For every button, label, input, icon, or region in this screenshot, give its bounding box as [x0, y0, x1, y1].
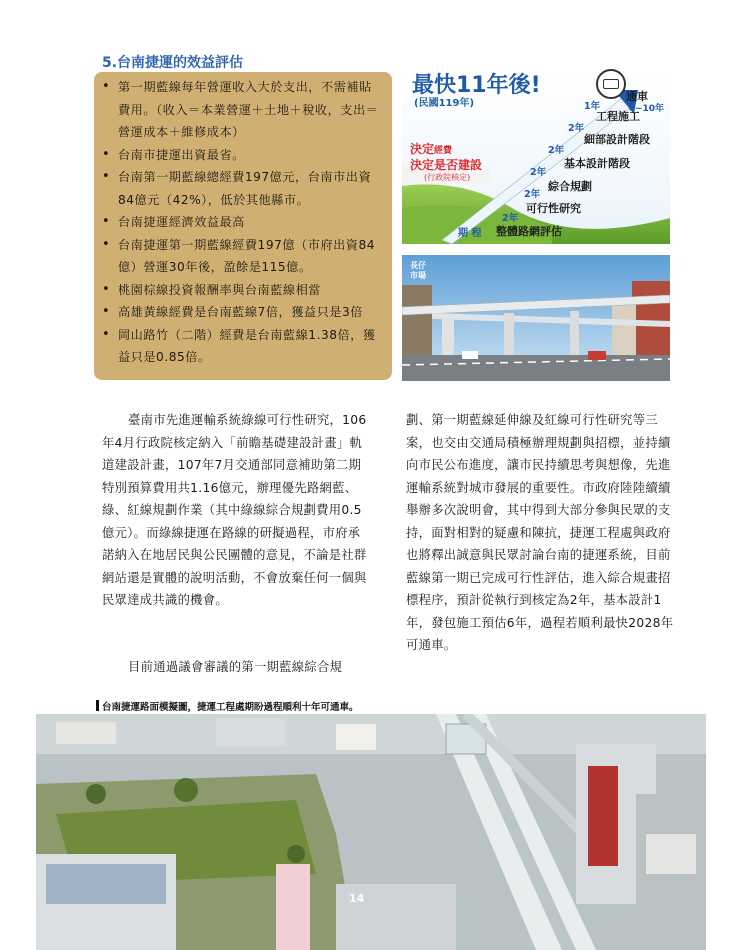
stage-label: 細部設計階段 — [584, 133, 650, 146]
decide-budget-label: 決定經費 — [410, 142, 453, 156]
timeline-infographic — [402, 68, 670, 244]
arrival-label: 通車 — [626, 90, 648, 103]
stage-label: 工程施工 — [596, 110, 640, 123]
executive-yuan-note: (行政院核定) — [424, 173, 471, 182]
benefit-item: • 台南第一期藍線總經費197億元，台南市出資84億元（42%），低於其他縣市。 — [100, 166, 384, 211]
page-number: 14 — [349, 892, 365, 905]
stage-duration: 2年 — [530, 167, 547, 178]
decide-build-label: 決定是否建設 — [410, 158, 483, 172]
article-left-column — [102, 409, 372, 612]
benefit-item: • 高雄黃線經費是台南藍線7倍，獲益只是3倍 — [100, 301, 384, 324]
arrival-duration: 6~10年 — [628, 104, 664, 114]
benefits-box — [94, 72, 392, 380]
stage-duration: 1年 — [584, 101, 601, 112]
stage-label: 綜合規劃 — [548, 180, 592, 193]
stage-duration: 2年 — [568, 123, 585, 134]
article-left-column-end — [102, 656, 372, 679]
timeline-headline: 最快11年後! — [412, 73, 541, 98]
article-right-column — [406, 409, 676, 657]
benefits-list — [100, 76, 384, 369]
benefit-item: • 第一期藍線每年營運收入大於支出，不需補貼費用。（收入＝本業營運＋土地＋稅收，支出＝營運成本＋維修成本） — [100, 76, 384, 144]
aerial-rendering — [36, 714, 706, 950]
article-paragraph: 劃、第一期藍線延伸線及紅線可行性研究等三案，也交由交通局積極辦理規劃與招標，並持續向市民公布進度，讓市民持續思考與想像，先進運輸系統對城市發展的重要性。市政府陸陸續續舉辦多次說明會，其中得到大部分參與民眾的支持，面對相對的疑慮和陳抗，捷運工程處與政府也將釋出誠意與民眾討論台南的捷運系統，目前藍線第一期已完成可行性評估，進入綜合規畫招標程序，預計從執行到核定為2年，基本設計1年，發包施工預估6年，過程若順利最快2028年可通車。 — [406, 413, 674, 652]
stage-duration: 2年 — [548, 145, 565, 156]
street-illustration — [402, 255, 670, 381]
benefit-item: • 台南市捷運出資最省。 — [100, 144, 384, 167]
photo-location-tag: 長仔 市場 — [410, 261, 426, 280]
stage-duration: 2年 — [502, 213, 519, 224]
section-title: 5.台南捷運的效益評估 — [102, 55, 244, 71]
article-paragraph: 臺南市先進運輸系統綠線可行性研究，106年4月行政院核定納入「前瞻基礎建設計畫」軌道建設計畫，107年7月交通部同意補助第二期特別預算費用共1.16億元，辦理優先路網藍、綠、紅線規劃作業（其中綠線綜合規劃費用0.5億元）。而綠線捷運在路線的研擬過程，市府承諾納入在地居民與公民團體的意見，不論是社群網站還是實體的說明活動，不會放棄任何一個與民眾達成共識的機會。 — [102, 413, 367, 607]
photo-caption: 台南捷運路面模擬圖，捷運工程處期盼過程順利十年可通車。 — [102, 699, 359, 713]
stage-label: 可行性研究 — [526, 202, 581, 215]
timeline-subtitle: (民國119年) — [414, 98, 475, 109]
benefit-item: • 岡山路竹（二階）經費是台南藍線1.38倍，獲益只是0.85倍。 — [100, 324, 384, 369]
stage-label: 基本設計階段 — [564, 157, 630, 170]
stage-label: 整體路網評估 — [496, 225, 562, 238]
benefit-item: • 台南捷運第一期藍線經費197億（市府出資84億）營運30年後，盈餘是115億。 — [100, 234, 384, 279]
stage-duration: 2年 — [524, 189, 541, 200]
aerial-illustration — [36, 714, 706, 950]
train-icon — [596, 69, 626, 99]
benefit-item: • 桃園棕線投資報酬率與台南藍線相當 — [100, 279, 384, 302]
benefit-item: • 台南捷運經濟效益最高 — [100, 211, 384, 234]
street-photo — [402, 255, 670, 381]
article-paragraph: 目前通過議會審議的第一期藍線綜合規 — [128, 660, 343, 674]
period-label: 期 程 — [458, 228, 482, 239]
